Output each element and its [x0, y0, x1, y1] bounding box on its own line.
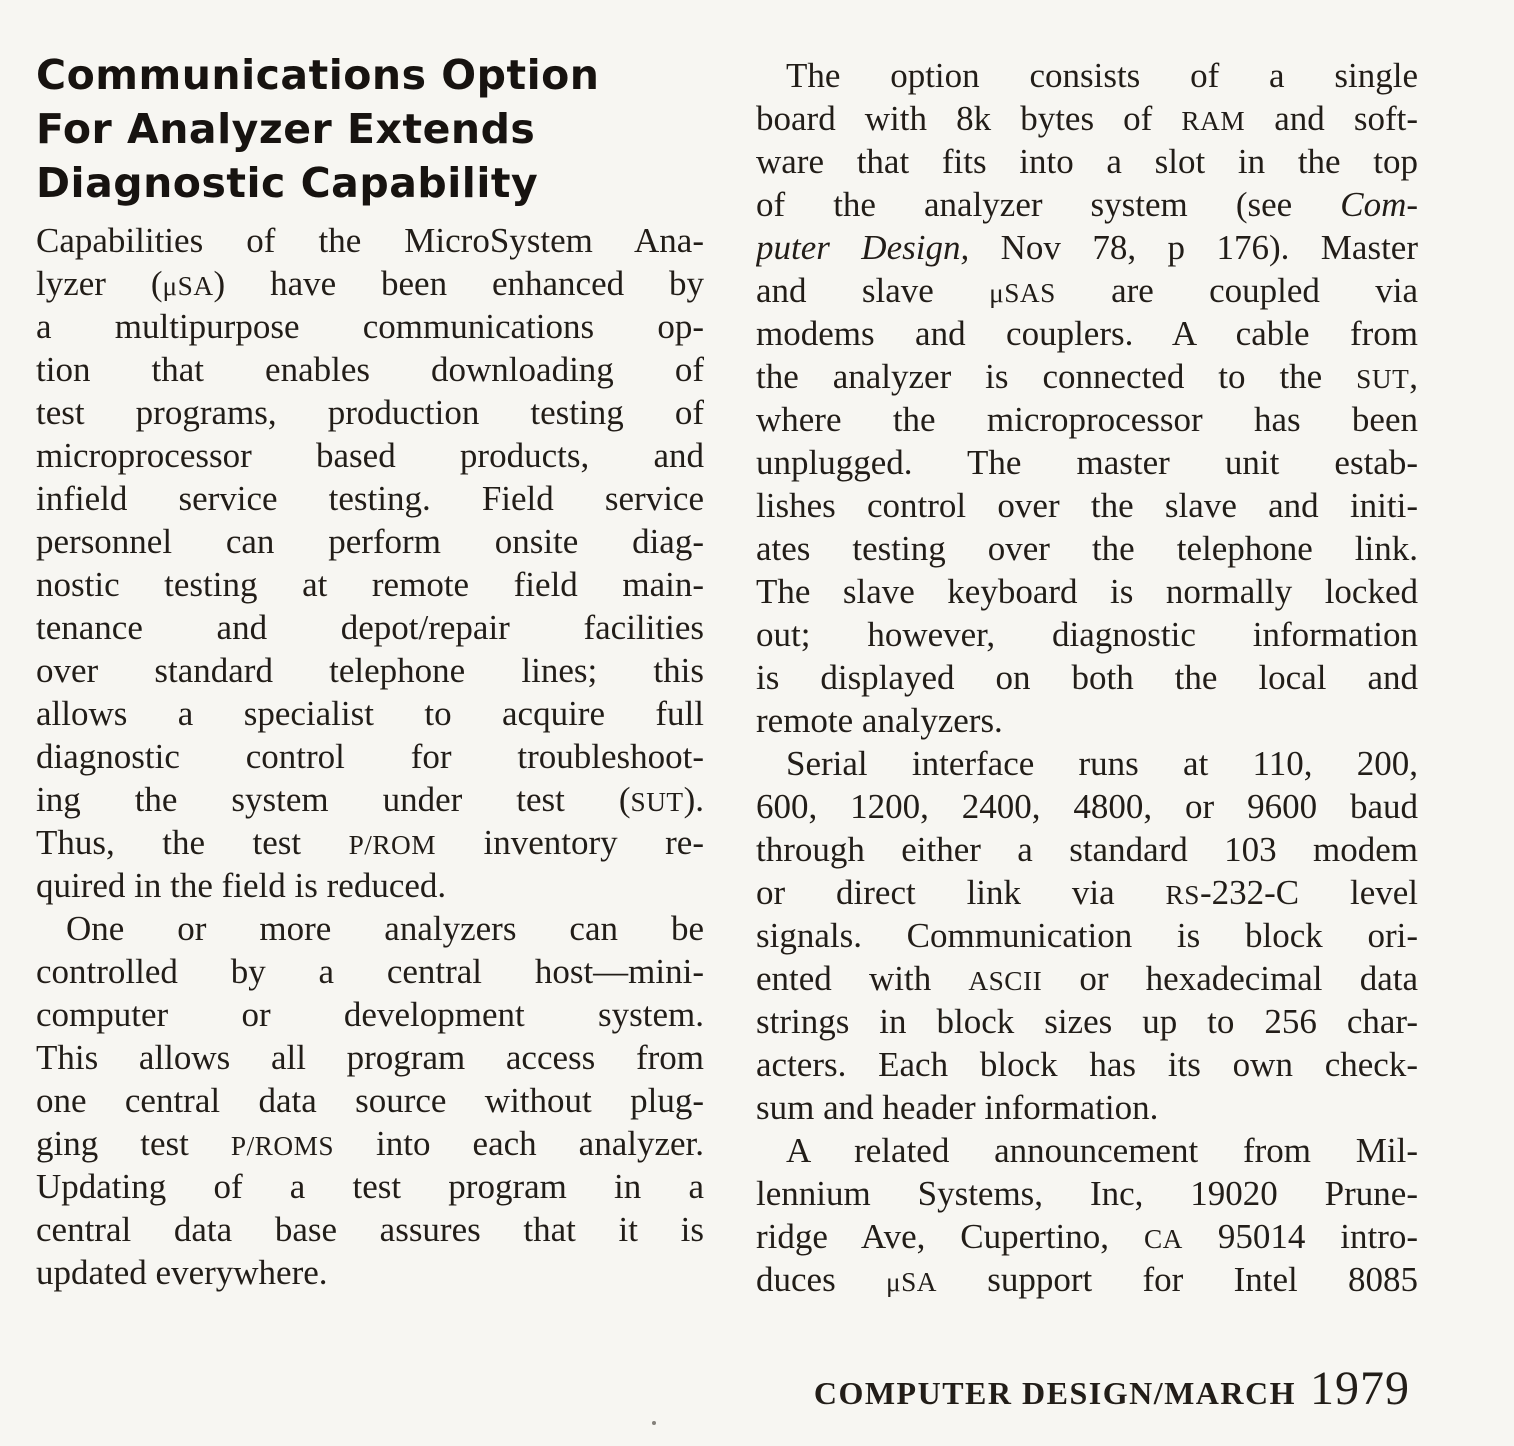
- text-line: [36, 692, 704, 735]
- text-line: [36, 993, 704, 1036]
- text-line: [756, 613, 1418, 656]
- text-segment: A related announcement from Mil-: [786, 1131, 1418, 1170]
- text-line: [756, 226, 1418, 269]
- text-segment: lennium Systems, Inc, 19020 Prune-: [756, 1174, 1418, 1213]
- text-segment: tenance and depot/repair facilities: [36, 608, 704, 647]
- text-segment: nostic testing at remote field main-: [36, 565, 704, 604]
- text-segment: quired in the field is reduced.: [36, 866, 447, 905]
- text-segment: This allows all program access from: [36, 1038, 704, 1077]
- text-line: [36, 778, 704, 821]
- text-line: [756, 914, 1418, 957]
- text-segment: -232-C level: [1199, 873, 1418, 912]
- text-line: [756, 355, 1418, 398]
- text-line: [756, 742, 1418, 785]
- text-line: [36, 649, 704, 692]
- text-line: [756, 699, 1418, 742]
- text-segment: The slave keyboard is normally locked: [756, 572, 1418, 611]
- text-segment: test programs, production testing of: [36, 393, 704, 432]
- text-line: [36, 1036, 704, 1079]
- text-segment: lyzer (: [36, 264, 163, 303]
- text-line: [756, 1172, 1418, 1215]
- smallcaps-text: P/ROMS: [230, 1131, 335, 1161]
- smallcaps-text: ASCII: [968, 966, 1043, 996]
- text-line: [756, 785, 1418, 828]
- text-segment: is displayed on both the local and: [756, 658, 1418, 697]
- smallcaps-text: μSA: [885, 1267, 937, 1297]
- text-segment: strings in block sizes up to 256 char-: [756, 1002, 1418, 1041]
- text-line: [756, 1043, 1418, 1086]
- text-line: [36, 735, 704, 778]
- text-segment: sum and header information.: [756, 1088, 1159, 1127]
- text-line: [36, 606, 704, 649]
- text-line: [756, 1086, 1418, 1129]
- smallcaps-text: RAM: [1181, 106, 1246, 136]
- page-footer: [756, 1360, 1418, 1429]
- text-segment: ented with: [756, 959, 969, 998]
- text-segment: through either a standard 103 modem: [756, 830, 1418, 869]
- text-line: [36, 305, 704, 348]
- text-line: [36, 219, 704, 262]
- text-segment: out; however, diagnostic information: [756, 615, 1418, 654]
- text-segment: inventory re-: [436, 823, 704, 862]
- italic-text: Com-: [1340, 185, 1418, 224]
- smallcaps-text: P/ROM: [348, 830, 437, 860]
- text-line: [756, 1258, 1418, 1301]
- text-segment: For Analyzer Extends: [36, 105, 536, 153]
- text-line: [36, 391, 704, 434]
- text-segment: personnel can perform onsite diag-: [36, 522, 704, 561]
- text-segment: board with 8k bytes of: [756, 99, 1182, 138]
- italic-text: puter Design,: [756, 228, 970, 267]
- text-segment: computer or development system.: [36, 995, 704, 1034]
- text-line: [36, 102, 708, 156]
- text-segment: duces: [756, 1260, 886, 1299]
- text-segment: Diagnostic Capability: [36, 159, 539, 207]
- text-segment: ing the system under test (: [36, 780, 631, 819]
- text-segment: remote analyzers.: [756, 701, 1003, 740]
- text-line: [36, 434, 704, 477]
- text-line: [36, 48, 708, 102]
- text-line: [756, 140, 1418, 183]
- text-segment: The option consists of a single: [786, 56, 1418, 95]
- text-segment: into each analyzer.: [334, 1124, 704, 1163]
- text-line: [756, 183, 1418, 226]
- text-segment: are coupled via: [1055, 271, 1418, 310]
- text-segment: of the analyzer system (see: [756, 185, 1341, 224]
- text-segment: controlled by a central host—mini-: [36, 952, 704, 991]
- scan-speck: [652, 1421, 656, 1425]
- text-line: [756, 828, 1418, 871]
- text-line: [756, 1215, 1418, 1258]
- text-line: [36, 156, 708, 210]
- text-line: [36, 1251, 704, 1294]
- text-segment: microprocessor based products, and: [36, 436, 704, 475]
- issue-year: 1979: [1310, 1362, 1410, 1415]
- journal-name: COMPUTER DESIGN/MARCH: [813, 1375, 1296, 1411]
- text-line: [756, 312, 1418, 355]
- article-column-right: [756, 54, 1418, 1301]
- text-segment: and slave: [756, 271, 990, 310]
- text-segment: acters. Each block has its own check-: [756, 1045, 1418, 1084]
- smallcaps-text: μSA: [162, 271, 214, 301]
- text-line: [36, 348, 704, 391]
- text-line: [36, 1122, 704, 1165]
- text-segment: Capabilities of the MicroSystem Ana-: [36, 221, 704, 260]
- text-line: [756, 1000, 1418, 1043]
- text-segment: Communications Option: [36, 51, 600, 99]
- text-segment: lishes control over the slave and initi-: [756, 486, 1418, 525]
- text-segment: unplugged. The master unit estab-: [756, 443, 1418, 482]
- text-line: [756, 484, 1418, 527]
- smallcaps-text: SUT: [1356, 364, 1410, 394]
- text-line: [36, 520, 704, 563]
- text-segment: or hexadecimal data: [1042, 959, 1418, 998]
- text-line: [756, 957, 1418, 1000]
- text-segment: tion that enables downloading of: [36, 350, 704, 389]
- text-segment: support for Intel 8085: [936, 1260, 1418, 1299]
- text-segment: modems and couplers. A cable from: [756, 314, 1418, 353]
- text-segment: ).: [683, 780, 704, 819]
- text-segment: and soft-: [1245, 99, 1418, 138]
- text-line: [36, 821, 704, 864]
- text-segment: a multipurpose communications op-: [36, 307, 704, 346]
- text-segment: signals. Communication is block ori-: [756, 916, 1418, 955]
- text-line: [756, 441, 1418, 484]
- text-segment: One or more analyzers can be: [66, 909, 704, 948]
- text-segment: Nov 78, p 176). Master: [969, 228, 1418, 267]
- text-segment: ging test: [36, 1124, 231, 1163]
- text-line: [36, 1208, 704, 1251]
- text-line: [756, 1129, 1418, 1172]
- article-heading: [36, 48, 708, 210]
- text-line: [36, 1165, 704, 1208]
- text-segment: Serial interface runs at 110, 200,: [786, 744, 1418, 783]
- text-segment: or direct link via: [756, 873, 1166, 912]
- text-line: [36, 1079, 704, 1122]
- smallcaps-text: SUT: [630, 787, 684, 817]
- text-line: [756, 398, 1418, 441]
- text-segment: allows a specialist to acquire full: [36, 694, 704, 733]
- text-line: [36, 864, 704, 907]
- text-segment: ,: [1409, 357, 1418, 396]
- text-segment: diagnostic control for troubleshoot-: [36, 737, 704, 776]
- text-segment: Thus, the test: [36, 823, 349, 862]
- text-segment: over standard telephone lines; this: [36, 651, 704, 690]
- text-line: [36, 262, 704, 305]
- smallcaps-text: RS: [1165, 880, 1200, 910]
- text-segment: ridge Ave, Cupertino,: [756, 1217, 1144, 1256]
- text-segment: 95014 intro-: [1182, 1217, 1418, 1256]
- text-segment: one central data source without plug-: [36, 1081, 704, 1120]
- text-line: [36, 907, 704, 950]
- text-line: [756, 97, 1418, 140]
- text-segment: the analyzer is connected to the: [756, 357, 1357, 396]
- text-segment: Updating of a test program in a: [36, 1167, 704, 1206]
- text-segment: ) have been enhanced by: [213, 264, 704, 303]
- text-line: [756, 656, 1418, 699]
- text-line: [36, 950, 704, 993]
- text-segment: updated everywhere.: [36, 1253, 328, 1292]
- article-column-left: [36, 219, 704, 1294]
- text-line: [36, 477, 704, 520]
- text-segment: central data base assures that it is: [36, 1210, 704, 1249]
- text-line: [756, 871, 1418, 914]
- text-line: [756, 269, 1418, 312]
- smallcaps-text: CA: [1143, 1224, 1183, 1254]
- text-line: [756, 527, 1418, 570]
- text-segment: ates testing over the telephone link.: [756, 529, 1418, 568]
- text-segment: ware that fits into a slot in the top: [756, 142, 1418, 181]
- text-line: [756, 54, 1418, 97]
- text-line: [756, 570, 1418, 613]
- text-line: [36, 563, 704, 606]
- smallcaps-text: μSAS: [989, 278, 1056, 308]
- text-segment: infield service testing. Field service: [36, 479, 704, 518]
- text-segment: where the microprocessor has been: [756, 400, 1418, 439]
- text-segment: 600, 1200, 2400, 4800, or 9600 baud: [756, 787, 1418, 826]
